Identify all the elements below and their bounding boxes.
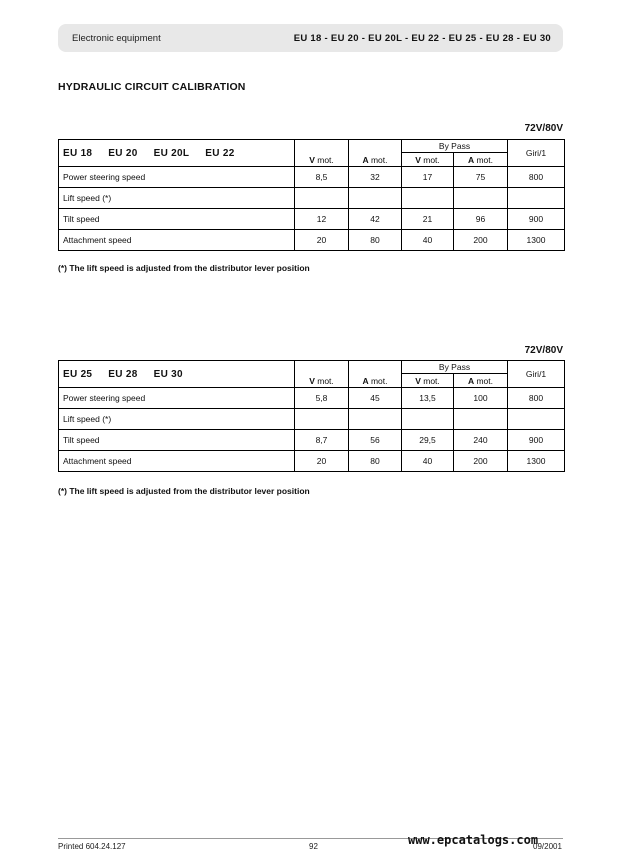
cell-a-mot [349,188,402,209]
cell-giri: 1300 [508,230,565,251]
table-row [59,451,565,472]
cell-giri: 900 [508,430,565,451]
cell-bypass-v-mot [402,188,454,209]
header-bypass-v-mot [402,153,454,167]
cell-bypass-a-mot: 75 [454,167,508,188]
model-label: EU 25 [63,368,93,380]
model-label: EU 22 [205,147,235,159]
footnote: (*) The lift speed is adjusted from the distributor lever position [58,486,310,496]
row-label: Tilt speed [59,430,295,451]
model-label: EU 30 [153,368,183,380]
model-label: EU 18 [63,147,93,159]
cell-bypass-a-mot: 100 [454,388,508,409]
cell-a-mot: 32 [349,167,402,188]
table-row [59,388,565,409]
header-bypass-v-mot [402,374,454,388]
row-label: Lift speed (*) [59,188,295,209]
footer-page-number: 92 [309,842,318,851]
page-header [58,24,563,52]
cell-v-mot: 20 [295,230,349,251]
header-v-mot-letter: V [309,155,315,165]
cell-bypass-a-mot [454,409,508,430]
header-a-mot-letter: A [362,376,369,386]
row-label: Attachment speed [59,230,295,251]
header-bypass-a-mot [454,374,508,388]
cell-bypass-a-mot: 200 [454,451,508,472]
header-bypass-a-letter: A [467,376,475,386]
table-row [59,430,565,451]
voltage-label: 72V/80V [524,345,563,356]
cell-v-mot: 20 [295,451,349,472]
cell-a-mot: 80 [349,451,402,472]
header-bypass-a-suffix: mot. [474,155,494,165]
cell-v-mot: 5,8 [295,388,349,409]
table-header-row [59,361,565,374]
header-v-mot-letter: V [309,376,315,386]
row-label: Lift speed (*) [59,409,295,430]
header-bypass-v-letter: V [415,155,421,165]
header-a-mot-letter: A [362,155,369,165]
cell-a-mot [349,409,402,430]
header-a-mot-suffix: mot. [368,155,388,165]
header-v-mot [295,361,349,388]
row-label: Attachment speed [59,451,295,472]
cell-v-mot: 8,5 [295,167,349,188]
header-bypass: By Pass [402,361,508,374]
cell-bypass-v-mot: 40 [402,451,454,472]
row-label: Tilt speed [59,209,295,230]
voltage-label: 72V/80V [524,123,563,134]
cell-a-mot: 56 [349,430,402,451]
cell-bypass-a-mot [454,188,508,209]
cell-a-mot: 80 [349,230,402,251]
page-title: HYDRAULIC CIRCUIT CALIBRATION [58,81,246,93]
footer-date: 09/2001 [533,842,562,851]
cell-v-mot [295,188,349,209]
header-v-mot-suffix: mot. [314,376,334,386]
cell-bypass-v-mot: 29,5 [402,430,454,451]
table-row [59,409,565,430]
calibration-table [58,139,565,251]
header-models: EU 18 - EU 20 - EU 20L - EU 22 - EU 25 - EU 28 - EU 30 [293,32,551,44]
cell-a-mot: 45 [349,388,402,409]
table-row [59,230,565,251]
model-list [59,361,295,388]
header-bypass-a-letter: A [467,155,475,165]
cell-bypass-v-mot: 13,5 [402,388,454,409]
cell-v-mot: 8,7 [295,430,349,451]
cell-a-mot: 42 [349,209,402,230]
model-label: EU 20L [153,147,190,159]
model-label: EU 28 [108,368,138,380]
header-v-mot [295,140,349,167]
table-row [59,167,565,188]
header-giri: Giri/1 [508,140,565,167]
cell-v-mot: 12 [295,209,349,230]
header-giri: Giri/1 [508,361,565,388]
header-bypass-v-suffix: mot. [420,155,440,165]
header-bypass-a-mot [454,153,508,167]
header-a-mot [349,361,402,388]
cell-bypass-v-mot [402,409,454,430]
cell-giri [508,409,565,430]
cell-giri [508,188,565,209]
watermark: www.epcatalogs.com [408,833,539,847]
cell-bypass-a-mot: 240 [454,430,508,451]
cell-v-mot [295,409,349,430]
table-header-row [59,140,565,153]
table-row [59,209,565,230]
cell-bypass-v-mot: 21 [402,209,454,230]
cell-bypass-v-mot: 17 [402,167,454,188]
calibration-table [58,360,565,472]
header-bypass: By Pass [402,140,508,153]
row-label: Power steering speed [59,167,295,188]
cell-giri: 800 [508,167,565,188]
header-bypass-v-letter: V [415,376,421,386]
model-label: EU 20 [108,147,138,159]
model-list [59,140,295,167]
header-section: Electronic equipment [72,32,161,44]
header-bypass-a-suffix: mot. [474,376,494,386]
footer-printed: Printed 604.24.127 [58,842,126,851]
cell-giri: 1300 [508,451,565,472]
cell-giri: 800 [508,388,565,409]
header-a-mot [349,140,402,167]
footnote: (*) The lift speed is adjusted from the distributor lever position [58,263,310,273]
cell-bypass-v-mot: 40 [402,230,454,251]
cell-bypass-a-mot: 200 [454,230,508,251]
header-bypass-v-suffix: mot. [420,376,440,386]
table-row [59,188,565,209]
cell-giri: 900 [508,209,565,230]
header-a-mot-suffix: mot. [368,376,388,386]
header-v-mot-suffix: mot. [314,155,334,165]
cell-bypass-a-mot: 96 [454,209,508,230]
row-label: Power steering speed [59,388,295,409]
